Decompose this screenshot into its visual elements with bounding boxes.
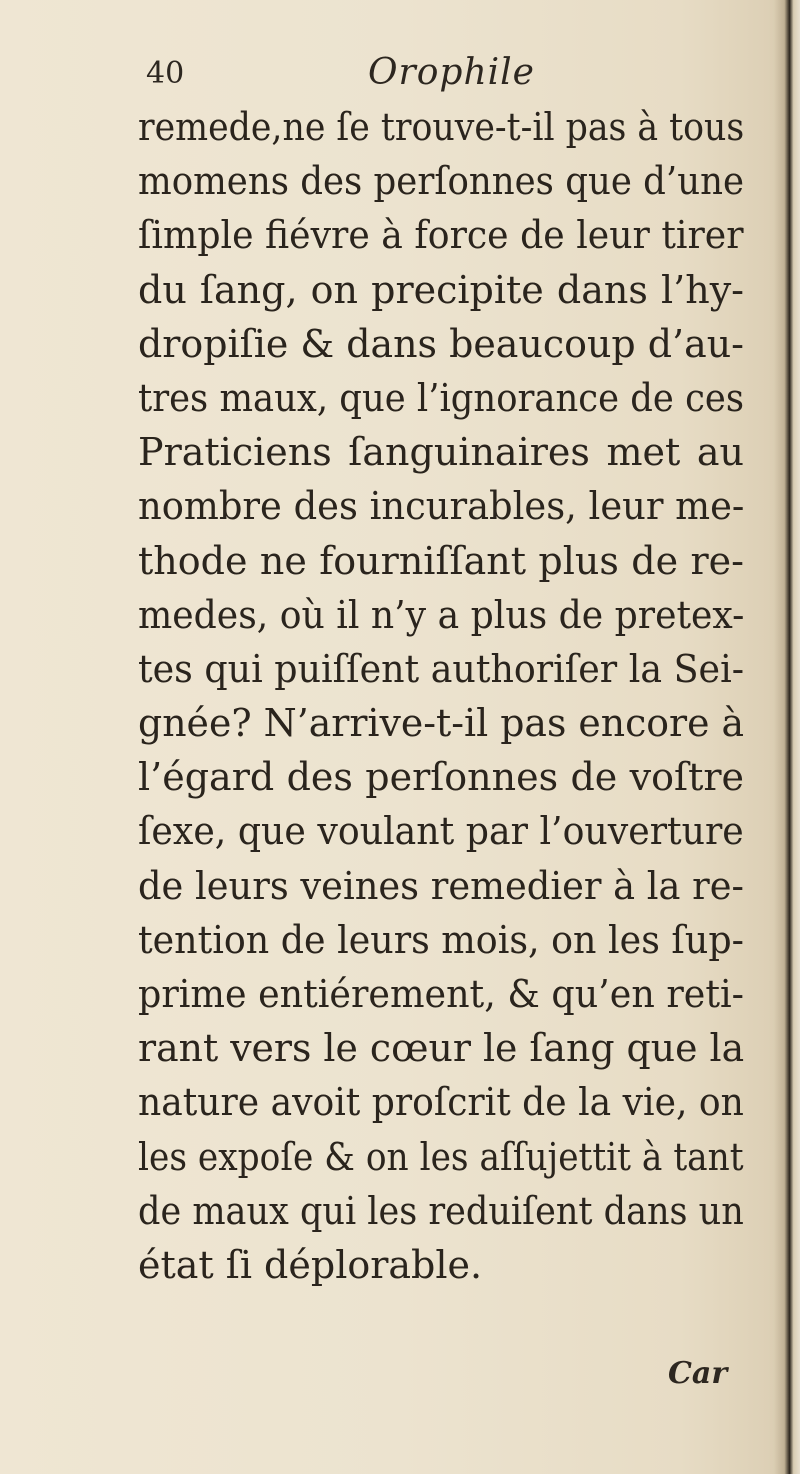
text-line: l’égard des perſonnes de voſtre: [138, 755, 744, 800]
text-line: thode ne fourniſſant plus de re-: [138, 538, 744, 583]
text-line: Praticiens ſanguinaires met au: [138, 430, 744, 475]
text-line: dropiſie & dans beaucoup d’au-: [138, 321, 744, 366]
catchword: Car: [668, 1356, 728, 1391]
text-line: état ſi déplorable.: [138, 1242, 483, 1287]
text-line: de maux qui les reduiſent dans un: [138, 1188, 744, 1233]
text-line: nature avoit proſcrit de la vie, on: [138, 1080, 744, 1125]
text-line: de leurs veines remedier à la re-: [138, 863, 744, 908]
text-line: gnée? N’arrive-t-il pas encore à: [138, 701, 745, 746]
text-line: remede,ne ſe trouve-t-il pas à tous: [138, 105, 745, 149]
text-line: tention de leurs mois, on les ſup-: [138, 917, 744, 962]
text-line: ſimple fiévre à force de leur tirer: [138, 213, 744, 258]
text-line: momens des perſonnes que d’une: [138, 159, 745, 204]
text-line: rant vers le cœur le ſang que la: [138, 1026, 745, 1071]
body-text: [138, 100, 744, 1292]
page-binding-edge: [774, 0, 800, 1474]
text-line: tres maux, que l’ignorance de ces: [138, 375, 745, 420]
text-line: tes qui puiſſent authoriſer la Sei-: [138, 646, 745, 691]
text-line: medes, où il n’y a plus de pretex-: [138, 592, 745, 637]
text-line: ſexe, que voulant par l’ouverture: [138, 809, 744, 854]
text-line: les expoſe & on les aſſujettit à tant: [138, 1134, 744, 1179]
page-number: 40: [146, 56, 185, 91]
text-line: prime entiérement, & qu’en reti-: [138, 972, 744, 1016]
text-line: du ſang, on precipite dans l’hy-: [138, 267, 744, 312]
running-title: Orophile: [368, 52, 535, 93]
page-header: [146, 52, 706, 102]
text-line: nombre des incurables, leur me-: [138, 484, 745, 529]
